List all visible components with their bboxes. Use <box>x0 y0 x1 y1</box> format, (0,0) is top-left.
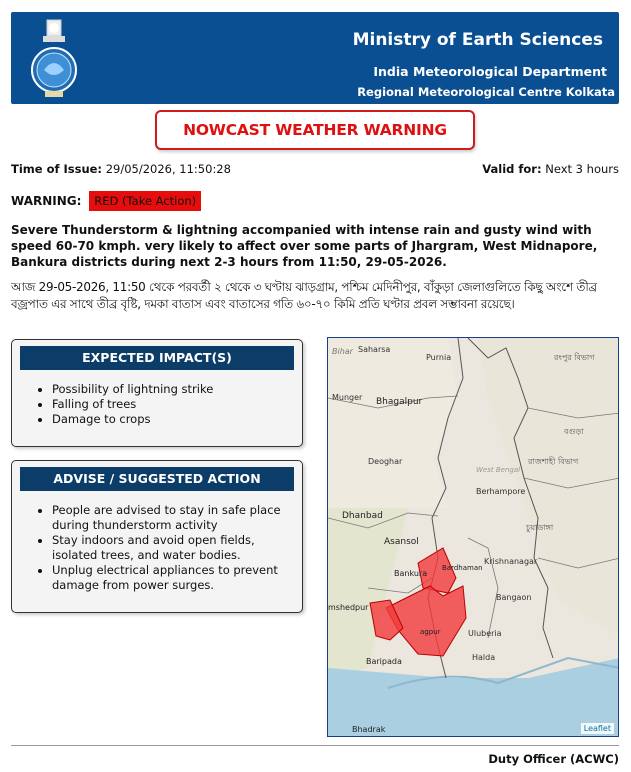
map-label-rajshahi: রাজশাহী বিভাগ <box>528 457 579 466</box>
list-item: • Stay indoors and avoid open fields, isolated trees, and water bodies. <box>52 533 302 563</box>
map-label-chuadanga: চুয়াডাঙ্গা <box>526 523 554 532</box>
map-label-asansol: Asansol <box>384 537 419 547</box>
issue-label: Time of Issue: <box>11 162 103 176</box>
duty-officer-signature: Duty Officer (ACWC) <box>488 752 619 766</box>
valid-label: Valid for: <box>482 162 542 176</box>
header-banner <box>11 12 619 104</box>
map-label-purnia: Purnia <box>426 353 452 362</box>
warning-line <box>11 194 201 208</box>
centre-name: Regional Meteorological Centre Kolkata <box>357 85 615 99</box>
impact-card <box>11 339 303 447</box>
impact-list <box>52 382 302 427</box>
map-label-bogura: বগুড়া <box>564 427 584 436</box>
department-name: India Meteorological Department <box>373 64 607 79</box>
map-label-dhanbad: Dhanbad <box>342 511 383 521</box>
map-label-berhampore: Berhampore <box>476 487 526 496</box>
warning-level-badge: RED (Take Action) <box>89 191 201 211</box>
map-label-saharsa: Saharsa <box>358 345 391 354</box>
list-item: • Damage to crops <box>52 412 302 427</box>
map-label-west-bengal: West Bengal <box>476 466 521 474</box>
valid-value: Next 3 hours <box>545 162 619 176</box>
leaflet-attribution-link[interactable]: Leaflet <box>581 723 614 734</box>
issue-value: 29/05/2026, 11:50:28 <box>105 162 231 176</box>
map-label-bihar: Bihar <box>332 347 353 356</box>
map-label-bangaon: Bangaon <box>496 593 532 602</box>
map-label-uluberia: Uluberia <box>468 629 502 638</box>
map-label-bankura: Bankura <box>394 569 428 578</box>
valid-for <box>482 162 619 176</box>
map-label-kharagpur: agpur <box>420 628 441 636</box>
advise-heading: ADVISE / SUGGESTED ACTION <box>20 467 294 491</box>
warning-map[interactable] <box>327 337 619 737</box>
map-label-munger: Munger <box>332 393 363 402</box>
warning-label: WARNING: <box>11 194 82 208</box>
map-label-jamshedpur: mshedpur <box>328 603 369 612</box>
footer-divider <box>11 745 619 746</box>
map-label-haldia: Halda <box>472 653 496 662</box>
map-label-bardhaman: Bardhaman <box>442 564 483 572</box>
map-label-baripada: Baripada <box>366 657 402 666</box>
list-item: • People are advised to stay in safe place during thunderstorm activity <box>52 503 302 533</box>
list-item: • Possibility of lightning strike <box>52 382 302 397</box>
list-item: • Unplug electrical appliances to prevent damage from power surges. <box>52 563 302 593</box>
map-canvas[interactable] <box>328 338 619 737</box>
nowcast-title: NOWCAST WEATHER WARNING <box>155 110 475 150</box>
imd-emblem-icon <box>25 18 83 98</box>
map-label-bhadrak: Bhadrak <box>352 725 386 734</box>
ministry-title: Ministry of Earth Sciences <box>352 30 603 50</box>
description-english: Severe Thunderstorm & lightning accompanied with intense rain and gusty wind with speed 60-70 kmph. very likely to affect over some parts of Jhargram, West Midnapore, Bankura districts during next 2-3 hours from 11:50, 29-05-2026. <box>11 223 598 269</box>
advise-list <box>52 503 302 593</box>
map-label-krishnanagar: Krishnanagar <box>484 557 538 566</box>
advise-card <box>11 460 303 613</box>
map-label-bhagalpur: Bhagalpur <box>376 397 423 407</box>
time-of-issue <box>11 162 231 176</box>
map-label-deoghar: Deoghar <box>368 457 403 466</box>
description-bengali: আজ 29-05-2026, 11:50 থেকে পরবর্তী ২ থেকে ৩ ঘণ্টায় ঝাড়গ্রাম, পশ্চিম মেদিনীপুর, বাঁকুড়া জেলাগুলিতে কিছু অংশে তীব্র বজ্রপাত এর সাথে তীব্র বৃষ্টি, দমকা বাতাস এবং বাতাসের গতি ৬০-৭০ কিমি প্রতি ঘণ্টার প্রবল সম্ভাবনা রয়েছে। <box>11 280 597 311</box>
impact-heading: EXPECTED IMPACT(S) <box>20 346 294 370</box>
map-label-rangpur: রংপুর বিভাগ <box>554 353 595 362</box>
list-item: • Falling of trees <box>52 397 302 412</box>
